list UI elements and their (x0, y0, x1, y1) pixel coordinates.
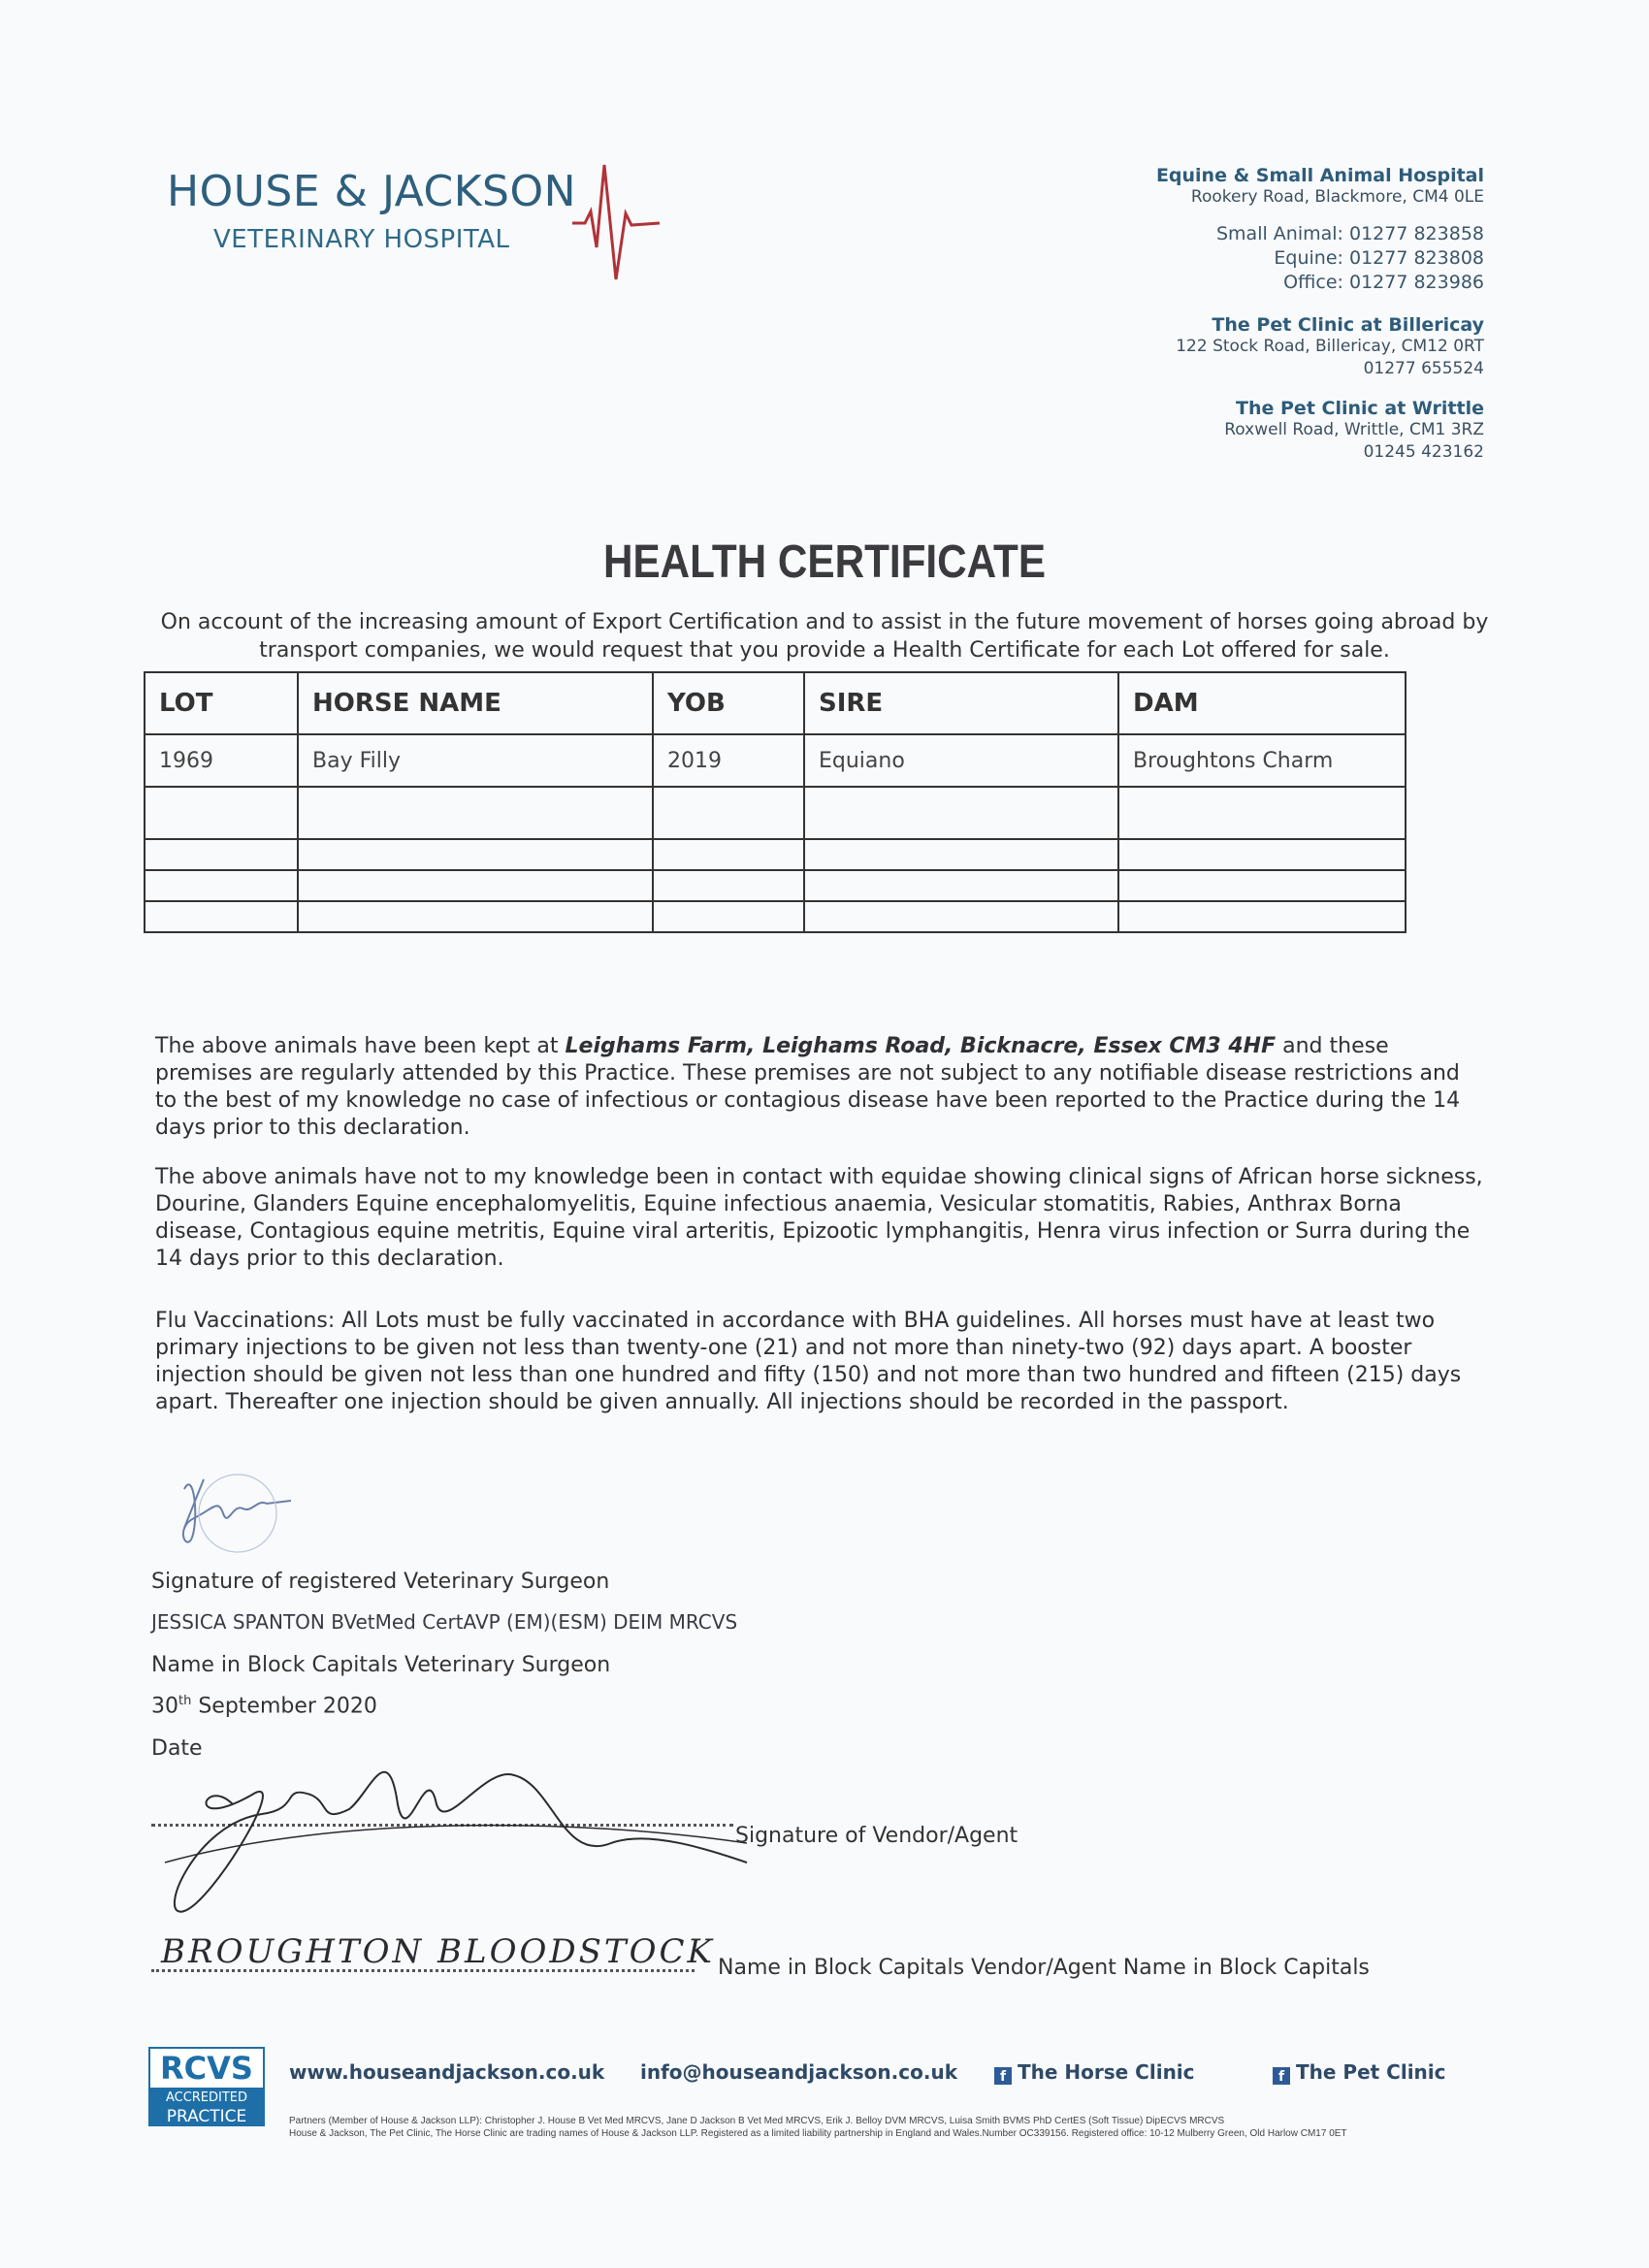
billericay-phone: 01277 655524 (1363, 359, 1484, 378)
header-sire: SIRE (804, 672, 1118, 734)
empty-cell[interactable] (1118, 787, 1406, 839)
office-phone: Office: 01277 823986 (1283, 272, 1484, 293)
pet-clinic-link[interactable] (1273, 2060, 1446, 2085)
billericay-address: 122 Stock Road, Billericay, CM12 0RT (1176, 337, 1484, 356)
date-day: 30 (151, 1694, 178, 1719)
certificate-date[interactable] (151, 1694, 377, 1718)
disease-paragraph: The above animals have not to my knowledge been in contact with equidae showing clinical signs of African horse sickness, Dourine, Glanders Equine encephalomyelitis, Equine infectious anaemia, Vesicular stomatitis, Rabies, Anthrax Borna disease, Contagious equine metritis, Equine viral arteritis, Epizootic lymphangitis, Henra virus infection or Surra during the 14 days prior to this declaration. (155, 1165, 1483, 1271)
cell-sire[interactable]: Equiano (804, 734, 1118, 787)
facebook-icon: f (1273, 2067, 1290, 2085)
empty-cell[interactable] (298, 839, 653, 870)
empty-cell[interactable] (1118, 839, 1406, 870)
empty-cell[interactable] (145, 901, 298, 932)
heartbeat-logo-icon (567, 155, 664, 286)
empty-cell[interactable] (804, 870, 1118, 901)
empty-cell[interactable] (653, 839, 804, 870)
empty-cell[interactable] (1118, 870, 1406, 901)
vet-signature-icon (165, 1460, 310, 1557)
registration-text: House & Jackson, The Pet Clinic, The Horse Clinic are trading names of House & Jackson LLP. Registered as a limited liability partnership in England and Wales.Number OC339156. Registered office: 10-12 Mulberry Green, Old Harlow CM17 0ET (289, 2128, 1347, 2139)
table-row (145, 734, 1406, 787)
empty-cell[interactable] (804, 787, 1118, 839)
writtle-address: Roxwell Road, Writtle, CM1 3RZ (1224, 420, 1484, 439)
lot-table (144, 671, 1406, 933)
empty-cell[interactable] (804, 839, 1118, 870)
hospital-name: Equine & Small Animal Hospital (1155, 165, 1484, 186)
vet-name[interactable]: JESSICA SPANTON BVetMed CertAVP (EM)(ESM) DEIM MRCVS (151, 1610, 738, 1634)
premises-text-start: The above animals have been kept at (155, 1034, 566, 1058)
empty-cell[interactable] (145, 839, 298, 870)
horse-clinic-link[interactable] (994, 2060, 1195, 2085)
legal-text (289, 2115, 1502, 2140)
date-label: Date (151, 1736, 203, 1761)
rcvs-accredited: ACCREDITED (165, 2090, 248, 2105)
header-lot: LOT (145, 672, 298, 734)
rcvs-practice: PRACTICE (166, 2107, 247, 2126)
cell-horse-name[interactable]: Bay Filly (298, 734, 653, 787)
writtle-phone: 01245 423162 (1363, 442, 1484, 462)
table-row-empty (145, 901, 1406, 932)
empty-cell[interactable] (804, 901, 1118, 932)
billericay-clinic-name: The Pet Clinic at Billericay (1212, 314, 1484, 336)
premises-address: Leighams Farm, Leighams Road, Bicknacre, Essex CM3 4HF (565, 1034, 1277, 1058)
rcvs-accredited-badge (148, 2047, 265, 2126)
intro-text: On account of the increasing amount of Export Certification and to assist in the future movement of horses going abroad by transport companies, we would request that you provide a Health Certificate for each Lot offered for sale. (160, 610, 1489, 663)
cell-lot[interactable]: 1969 (145, 734, 298, 787)
writtle-clinic-name: The Pet Clinic at Writtle (1236, 398, 1484, 419)
vendor-name-handwritten[interactable]: BROUGHTON BLOODSTOCK (161, 1932, 715, 1971)
logo-subtitle: VETERINARY HOSPITAL (213, 225, 510, 254)
premises-paragraph (155, 1033, 1484, 1142)
equine-phone: Equine: 01277 823808 (1274, 247, 1484, 269)
empty-cell[interactable] (1118, 901, 1406, 932)
contact-block (902, 165, 1484, 464)
table-row-empty (145, 787, 1406, 839)
vendor-signature-label: Signature of Vendor/Agent (735, 1824, 1018, 1848)
header-yob: YOB (653, 672, 804, 734)
date-rest: September 2020 (191, 1694, 377, 1719)
logo-name: HOUSE & JACKSON (167, 167, 577, 216)
vet-signature-label: Signature of registered Veterinary Surgeon (151, 1570, 610, 1594)
header-horse-name: HORSE NAME (298, 672, 653, 734)
vaccination-paragraph: Flu Vaccinations: All Lots must be fully vaccinated in accordance with BHA guidelines. All horses must have at least two primary injections to be given not less than twenty-one (21) and not more than ninety-two (92) days apart. A booster injection should be given not less than one hundred and fifty (150) and not more than two hundred and fifteen (215) days apart. Thereafter one injection should be given annually. All injections should be recorded in the passport. (155, 1309, 1462, 1414)
vendor-signature-icon (146, 1717, 766, 1921)
vet-name-label: Name in Block Capitals Veterinary Surgeon (151, 1653, 611, 1677)
partners-text: Partners (Member of House & Jackson LLP): Christopher J. House B Vet Med MRCVS, Jane D Jackson B Vet Med MRCVS, Erik J. Belloy DVM MRCVS, Luisa Smith BVMS PhD CertES (Soft Tissue) DipECVS MRCVS (289, 2116, 1225, 2126)
hospital-address: Rookery Road, Blackmore, CM4 0LE (1190, 187, 1484, 207)
empty-cell[interactable] (653, 901, 804, 932)
table-row-empty (145, 870, 1406, 901)
horse-clinic-label: The Horse Clinic (1018, 2060, 1195, 2084)
empty-cell[interactable] (653, 870, 804, 901)
pet-clinic-label: The Pet Clinic (1296, 2060, 1446, 2084)
table-row-empty (145, 839, 1406, 870)
page-title: HEALTH CERTIFICATE (602, 536, 1047, 588)
email-link[interactable]: info@houseandjackson.co.uk (640, 2060, 957, 2084)
premises-text-end: and these premises are regularly attended by this Practice. These premises are not subject to any notifiable disease restrictions and to the best of my knowledge no case of infectious or contagious disease have been reported to the Practice during the 14 days prior to this declaration. (155, 1034, 1461, 1140)
table-header-row (145, 672, 1406, 734)
empty-cell[interactable] (145, 870, 298, 901)
empty-cell[interactable] (298, 870, 653, 901)
small-animal-phone: Small Animal: 01277 823858 (1215, 223, 1484, 244)
website-link[interactable]: www.houseandjackson.co.uk (289, 2060, 605, 2084)
empty-cell[interactable] (145, 787, 298, 839)
empty-cell[interactable] (298, 787, 653, 839)
empty-cell[interactable] (653, 787, 804, 839)
rcvs-label: RCVS (148, 2047, 265, 2090)
facebook-icon: f (994, 2067, 1012, 2085)
vendor-name-label: Name in Block Capitals Vendor/Agent Name in Block Capitals (718, 1956, 1370, 1980)
date-suffix: th (178, 1694, 192, 1708)
header-dam: DAM (1118, 672, 1406, 734)
cell-yob[interactable]: 2019 (653, 734, 804, 787)
cell-dam[interactable]: Broughtons Charm (1118, 734, 1406, 787)
empty-cell[interactable] (298, 901, 653, 932)
